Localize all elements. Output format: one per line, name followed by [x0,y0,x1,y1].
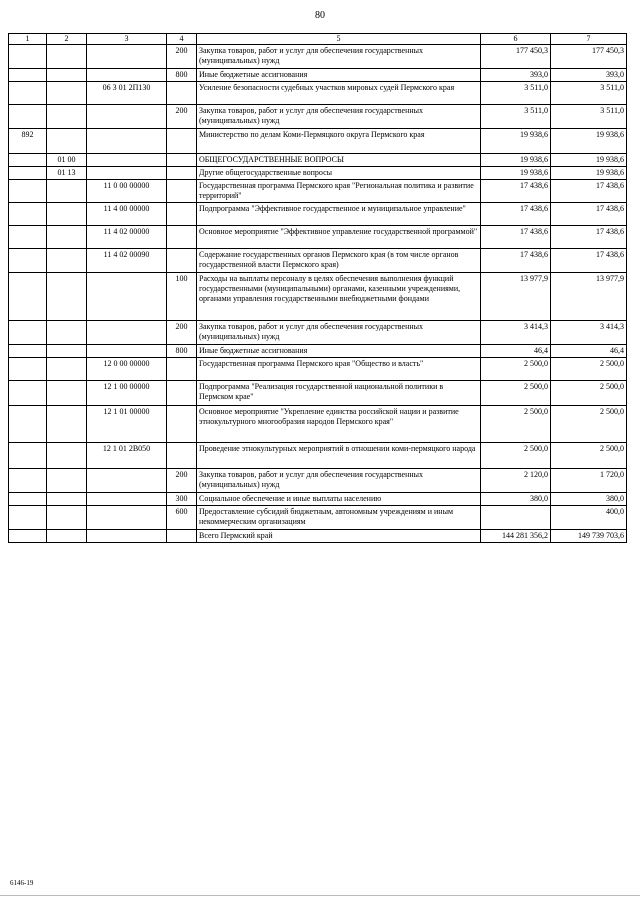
cell-description: Государственная программа Пермского края "Общество и власть" [197,358,481,381]
cell-expense-type [167,203,197,226]
cell-expense-type: 800 [167,69,197,82]
table-row [9,443,627,469]
column-header: 2 [47,34,87,45]
cell-col1 [9,506,47,530]
cell-description: Усиление безопасности судебных участков мировых судей Пермского края [197,82,481,105]
bottom-rule [0,895,640,896]
table-row [9,180,627,203]
table-row [9,45,627,69]
cell-target-article: 11 4 02 00000 [87,226,167,249]
page-number: 80 [315,10,325,21]
cell-description: Основное мероприятие "Эффективное управление государственной программой" [197,226,481,249]
cell-target-article [87,167,167,180]
cell-amount-2019: 2 500,0 [481,406,551,443]
cell-section [47,129,87,154]
cell-col1 [9,249,47,273]
cell-description: Закупка товаров, работ и услуг для обеспечения государственных (муниципальных) нужд [197,469,481,493]
cell-amount-2019: 17 438,6 [481,180,551,203]
cell-target-article [87,69,167,82]
cell-expense-type [167,129,197,154]
cell-col1 [9,167,47,180]
table-row [9,493,627,506]
column-number-row [9,34,627,45]
cell-amount-2020: 393,0 [551,69,627,82]
cell-amount-2019: 2 500,0 [481,443,551,469]
cell-amount-2019: 2 500,0 [481,358,551,381]
cell-description: ОБЩЕГОСУДАРСТВЕННЫЕ ВОПРОСЫ [197,154,481,167]
cell-col1 [9,226,47,249]
table-row [9,469,627,493]
column-header: 4 [167,34,197,45]
cell-target-article [87,105,167,129]
cell-target-article: 12 1 01 00000 [87,406,167,443]
cell-section [47,105,87,129]
table-row [9,381,627,406]
cell-section [47,82,87,105]
cell-expense-type: 300 [167,493,197,506]
cell-target-article: 12 1 00 00000 [87,381,167,406]
cell-target-article [87,493,167,506]
cell-target-article [87,154,167,167]
cell-description: Расходы на выплаты персоналу в целях обеспечения выполнения функций государственными (муниципальными) органами, казенными учреждениями, органами управления государственными внебюджетными фондами [197,273,481,321]
cell-amount-2020: 2 500,0 [551,381,627,406]
budget-table [8,33,627,543]
cell-col1 [9,203,47,226]
table-row [9,321,627,345]
cell-amount-2020: 1 720,0 [551,469,627,493]
cell-target-article: 06 3 01 2П130 [87,82,167,105]
document-code: 6146-19 [10,879,34,887]
cell-description: Государственная программа Пермского края "Региональная политика и развитие территорий" [197,180,481,203]
cell-section [47,493,87,506]
table-row [9,203,627,226]
cell-amount-2020: 46,4 [551,345,627,358]
column-header: 3 [87,34,167,45]
cell-expense-type [167,530,197,543]
column-header: 5 [197,34,481,45]
cell-description: Другие общегосударственные вопросы [197,167,481,180]
cell-amount-2019: 144 281 356,2 [481,530,551,543]
cell-section [47,345,87,358]
cell-col1 [9,406,47,443]
cell-target-article [87,345,167,358]
cell-target-article: 11 4 02 00090 [87,249,167,273]
cell-section [47,249,87,273]
table-row [9,249,627,273]
cell-expense-type [167,154,197,167]
cell-expense-type [167,443,197,469]
cell-expense-type [167,406,197,443]
cell-amount-2019: 3 511,0 [481,82,551,105]
cell-target-article [87,129,167,154]
cell-amount-2020: 3 511,0 [551,82,627,105]
cell-amount-2019: 19 938,6 [481,129,551,154]
cell-col1 [9,530,47,543]
cell-target-article [87,506,167,530]
cell-col1 [9,273,47,321]
cell-amount-2020: 13 977,9 [551,273,627,321]
cell-expense-type [167,226,197,249]
cell-amount-2020: 17 438,6 [551,203,627,226]
cell-expense-type: 200 [167,45,197,69]
cell-col1 [9,82,47,105]
table-row [9,530,627,543]
cell-description: Подпрограмма "Реализация государственной национальной политики в Пермском крае" [197,381,481,406]
cell-target-article [87,45,167,69]
cell-description: Всего Пермский край [197,530,481,543]
cell-amount-2020: 17 438,6 [551,249,627,273]
cell-amount-2019: 19 938,6 [481,167,551,180]
cell-section [47,180,87,203]
cell-amount-2020: 2 500,0 [551,358,627,381]
table-row [9,226,627,249]
cell-amount-2019: 17 438,6 [481,226,551,249]
column-header: 6 [481,34,551,45]
cell-description: Предоставление субсидий бюджетным, автономным учреждениям и иным некоммерческим организациям [197,506,481,530]
cell-col1 [9,180,47,203]
cell-amount-2019 [481,506,551,530]
cell-amount-2019: 46,4 [481,345,551,358]
table-row [9,273,627,321]
cell-expense-type [167,167,197,180]
cell-section [47,69,87,82]
cell-description: Министерство по делам Коми-Пермяцкого округа Пермского края [197,129,481,154]
cell-expense-type [167,249,197,273]
cell-section [47,203,87,226]
cell-description: Проведение этнокультурных мероприятий в отношении коми-пермяцкого народа [197,443,481,469]
cell-target-article [87,469,167,493]
cell-description: Основное мероприятие "Укрепление единства российской нации и развитие этнокультурного многообразия народов Пермского края" [197,406,481,443]
cell-description: Иные бюджетные ассигнования [197,345,481,358]
cell-col1 [9,443,47,469]
cell-description: Закупка товаров, работ и услуг для обеспечения государственных (муниципальных) нужд [197,105,481,129]
cell-section [47,358,87,381]
table-row [9,358,627,381]
cell-amount-2020: 2 500,0 [551,406,627,443]
cell-target-article [87,273,167,321]
cell-amount-2019: 17 438,6 [481,203,551,226]
table-row [9,129,627,154]
cell-amount-2019: 19 938,6 [481,154,551,167]
cell-description: Содержание государственных органов Пермского края (в том числе органов государственной власти Пермского края) [197,249,481,273]
table-row [9,506,627,530]
cell-section [47,530,87,543]
cell-col1 [9,69,47,82]
cell-section [47,406,87,443]
cell-section [47,469,87,493]
table-row [9,82,627,105]
table-row [9,154,627,167]
cell-amount-2020: 177 450,3 [551,45,627,69]
table-row [9,167,627,180]
cell-amount-2019: 393,0 [481,69,551,82]
cell-amount-2019: 177 450,3 [481,45,551,69]
cell-target-article: 11 4 00 00000 [87,203,167,226]
cell-amount-2020: 2 500,0 [551,443,627,469]
table-row [9,69,627,82]
cell-target-article [87,530,167,543]
cell-amount-2020: 149 739 703,6 [551,530,627,543]
cell-expense-type: 200 [167,321,197,345]
cell-col1 [9,105,47,129]
cell-section [47,226,87,249]
cell-amount-2019: 3 511,0 [481,105,551,129]
cell-expense-type: 100 [167,273,197,321]
cell-description: Иные бюджетные ассигнования [197,69,481,82]
table-row [9,406,627,443]
cell-amount-2019: 17 438,6 [481,249,551,273]
cell-section: 01 00 [47,154,87,167]
cell-target-article: 11 0 00 00000 [87,180,167,203]
cell-col1: 892 [9,129,47,154]
cell-amount-2020: 3 511,0 [551,105,627,129]
cell-amount-2020: 400,0 [551,506,627,530]
cell-amount-2019: 2 500,0 [481,381,551,406]
cell-amount-2020: 19 938,6 [551,129,627,154]
table-row [9,105,627,129]
cell-section [47,443,87,469]
cell-amount-2020: 19 938,6 [551,154,627,167]
cell-col1 [9,45,47,69]
cell-amount-2020: 3 414,3 [551,321,627,345]
cell-expense-type: 200 [167,105,197,129]
table-row [9,345,627,358]
cell-expense-type: 200 [167,469,197,493]
cell-section [47,381,87,406]
cell-expense-type [167,82,197,105]
cell-target-article: 12 1 01 2В050 [87,443,167,469]
cell-expense-type: 800 [167,345,197,358]
cell-target-article [87,321,167,345]
cell-section [47,273,87,321]
cell-col1 [9,381,47,406]
cell-amount-2020: 17 438,6 [551,226,627,249]
cell-section [47,45,87,69]
cell-section [47,321,87,345]
column-header: 1 [9,34,47,45]
cell-expense-type [167,180,197,203]
cell-amount-2019: 13 977,9 [481,273,551,321]
cell-target-article: 12 0 00 00000 [87,358,167,381]
cell-section [47,506,87,530]
cell-description: Закупка товаров, работ и услуг для обеспечения государственных (муниципальных) нужд [197,321,481,345]
cell-section: 01 13 [47,167,87,180]
cell-col1 [9,358,47,381]
cell-col1 [9,321,47,345]
cell-col1 [9,154,47,167]
cell-amount-2020: 380,0 [551,493,627,506]
cell-expense-type [167,381,197,406]
cell-description: Подпрограмма "Эффективное государственное и муниципальное управление" [197,203,481,226]
cell-expense-type: 600 [167,506,197,530]
column-header: 7 [551,34,627,45]
cell-amount-2019: 3 414,3 [481,321,551,345]
cell-col1 [9,493,47,506]
cell-description: Закупка товаров, работ и услуг для обеспечения государственных (муниципальных) нужд [197,45,481,69]
cell-amount-2019: 2 120,0 [481,469,551,493]
cell-description: Социальное обеспечение и иные выплаты населению [197,493,481,506]
cell-expense-type [167,358,197,381]
cell-amount-2020: 17 438,6 [551,180,627,203]
cell-amount-2020: 19 938,6 [551,167,627,180]
cell-col1 [9,469,47,493]
cell-col1 [9,345,47,358]
cell-amount-2019: 380,0 [481,493,551,506]
